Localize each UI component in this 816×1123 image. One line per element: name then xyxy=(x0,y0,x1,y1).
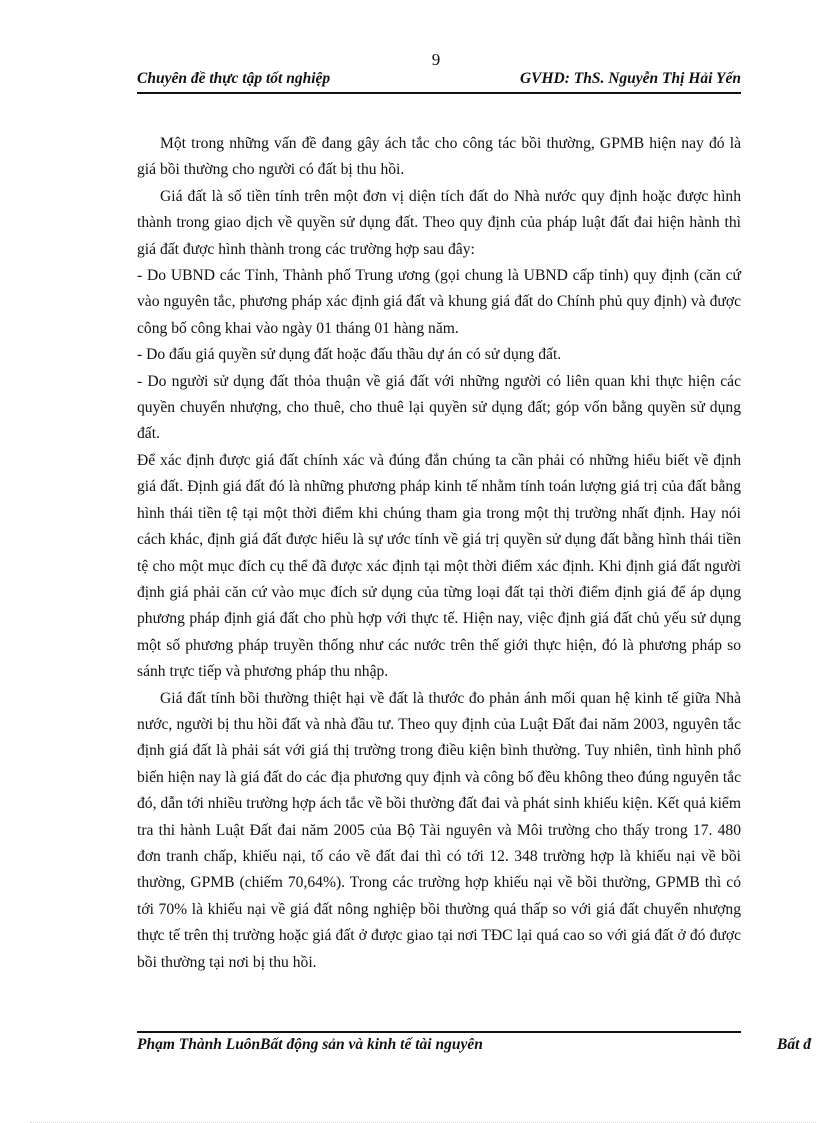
page-header xyxy=(137,70,741,88)
header-advisor: GVHD: ThS. Nguyễn Thị Hải Yến xyxy=(519,70,741,87)
footer-divider xyxy=(137,1031,741,1033)
header-document-title: Chuyên đề thực tập tốt nghiệp xyxy=(137,70,331,87)
paragraph-2: Giá đất là số tiền tính trên một đơn vị diện tích đất do Nhà nước quy định hoặc được hình thành trong giao dịch về quyền sử dụng đất. Theo quy định của pháp luật đất đai hiện hành thì giá đất được hình thành trong các trường hợp sau đây: xyxy=(137,187,741,258)
document-body xyxy=(137,131,741,976)
bullet-item-1: - Do UBND các Tỉnh, Thành phố Trung ương (gọi chung là UBND cấp tỉnh) quy định (căn cứ vào nguyên tắc, phương pháp xác định giá đất và khung giá đất do Chính phủ quy định) và được công bố công khai vào ngày 01 tháng 01 hàng năm. xyxy=(137,267,741,337)
bullet-item-2: - Do đấu giá quyền sử dụng đất hoặc đấu thầu dự án có sử dụng đất. xyxy=(137,346,562,364)
footer-right-text: Bất đ xyxy=(777,1036,812,1053)
paragraph-3: Để xác định được giá đất chính xác và đúng đắn chúng ta cần phải có những hiểu biết về định giá đất. Định giá đất đó là những phương pháp kinh tế nhằm tính toán lượng giá trị của đất bằng hình thái tiền tệ tại một thời điểm khi chúng tham gia trong một thị trường nhất định. Hay nói cách khác, định giá đất được hiểu là sự ước tính về giá trị quyền sử dụng đất bằng hình thái tiền tệ cho một mục đích cụ thể đã được xác định tại một thời điểm xác định. Khi định giá đất người định giá phải căn cứ vào mục đích sử dụng của từng loại đất tại thời điểm định giá để áp dụng phương pháp định giá đất cho phù hợp với thực tế. Hiện nay, việc định giá đất chủ yếu sử dụng một số phương pháp truyền thống như các nước trên thế giới thực hiện, đó là phương pháp so sánh trực tiếp và phương pháp thu nhập. xyxy=(137,451,741,681)
footer-author-subject: Phạm Thành LuônBất động sản và kinh tế tài nguyên xyxy=(137,1036,483,1053)
bullet-item-3: - Do người sử dụng đất thỏa thuận về giá đất với những người có liên quan khi thực hiện các quyền chuyển nhượng, cho thuê, cho thuê lại quyền sử dụng đất; góp vốn bằng quyền sử dụng đất. xyxy=(137,372,741,443)
page-footer xyxy=(137,1036,816,1054)
paragraph-4: Giá đất tính bồi thường thiệt hại về đất là thước đo phản ánh mối quan hệ kinh tế giữa Nhà nước, người bị thu hồi đất và nhà đầu tư. Theo quy định của Luật Đất đai năm 2003, nguyên tắc định giá đất là phải sát với giá thị trường trong điều kiện bình thường. Tuy nhiên, tình hình phổ biến hiện nay là giá đất do các địa phương quy định và công bố đều không theo đúng nguyên tắc đó, dẫn tới nhiều trường hợp ách tắc về bồi thường đất đai và phát sinh khiếu kiện. Kết quả kiểm tra thi hành Luật Đất đai năm 2005 của Bộ Tài nguyên và Môi trường cho thấy trong 17. 480 đơn tranh chấp, khiếu nại, tố cáo về đất đai thì có tới 12. 348 trường hợp là khiếu nại về bồi thường, GPMB (chiếm 70,64%). Trong các trường hợp khiếu nại về bồi thường, GPMB thì có tới 70% là khiếu nại về giá đất nông nghiệp bồi thường quá thấp so với giá đất chuyển nhượng thực tế trên thị trường hoặc giá đất ở được giao tại nơi TĐC lại quá cao so với giá đất ở đó được bồi thường tại nơi bị thu hồi. xyxy=(137,689,741,971)
page-number: 9 xyxy=(431,50,441,69)
header-divider xyxy=(137,92,741,94)
paragraph-1: Một trong những vấn đề đang gây ách tắc cho công tác bồi thường, GPMB hiện nay đó là giá bồi thường cho người có đất bị thu hồi. xyxy=(137,135,741,179)
